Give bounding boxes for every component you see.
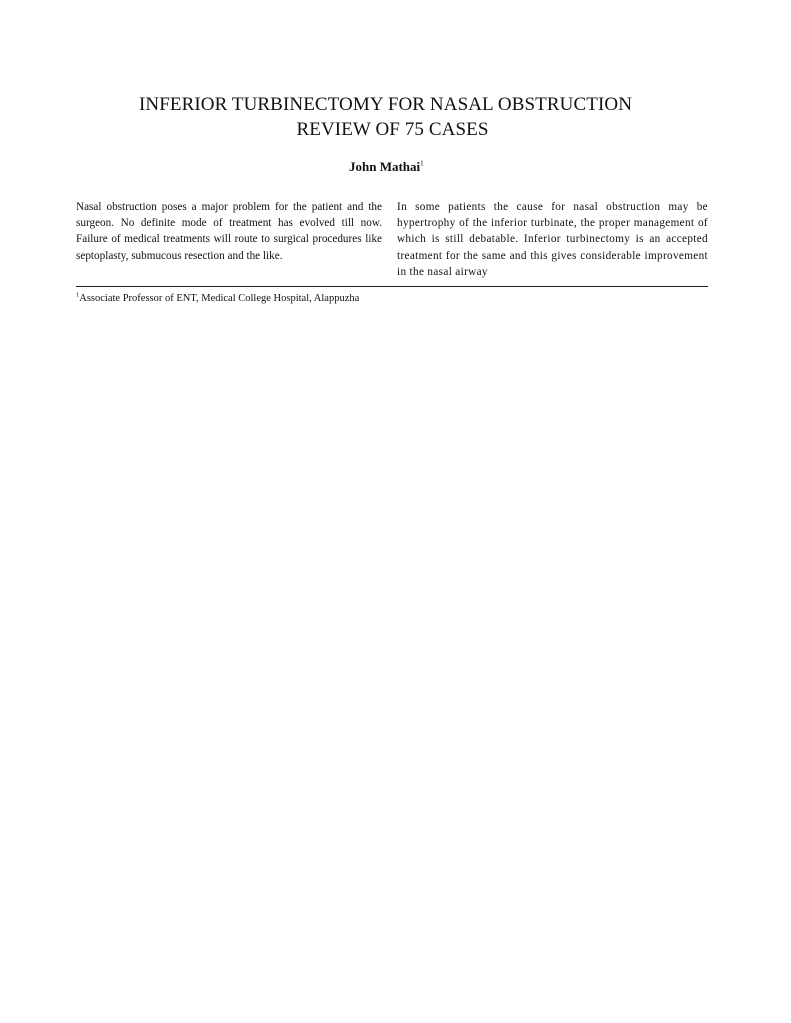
paper-title-line-2: REVIEW OF 75 CASES: [296, 119, 489, 140]
abstract-paragraph-left: Nasal obstruction poses a major problem for the patient and the surgeon. No definite mode of treatment has evolved till now. Failure of medical treatments will route to surgical procedures like septoplasty, submucous resection and the like.: [76, 201, 382, 262]
abstract-paragraph-right: In some patients the cause for nasal obstruction may be hypertrophy of the inferior turbinate, the proper management of which is still debatable. Inferior turbinectomy is an accepted treatment for the same and this gives considerable improvement in the nasal airway: [397, 201, 708, 278]
footnote-text: Associate Professor of ENT, Medical College Hospital, Alappuzha: [79, 293, 360, 304]
footnote-marker: 1: [76, 291, 80, 299]
author-affiliation-marker: 1: [420, 159, 424, 168]
paper-title-line-1: INFERIOR TURBINECTOMY FOR NASAL OBSTRUCTION: [138, 94, 633, 115]
footnote-divider: [76, 286, 708, 287]
author-name: [349, 159, 424, 175]
author-name-text: John Mathai: [349, 159, 421, 174]
abstract-left-column: [76, 199, 382, 264]
abstract-right-column: [397, 199, 708, 280]
footnote: [76, 292, 359, 306]
